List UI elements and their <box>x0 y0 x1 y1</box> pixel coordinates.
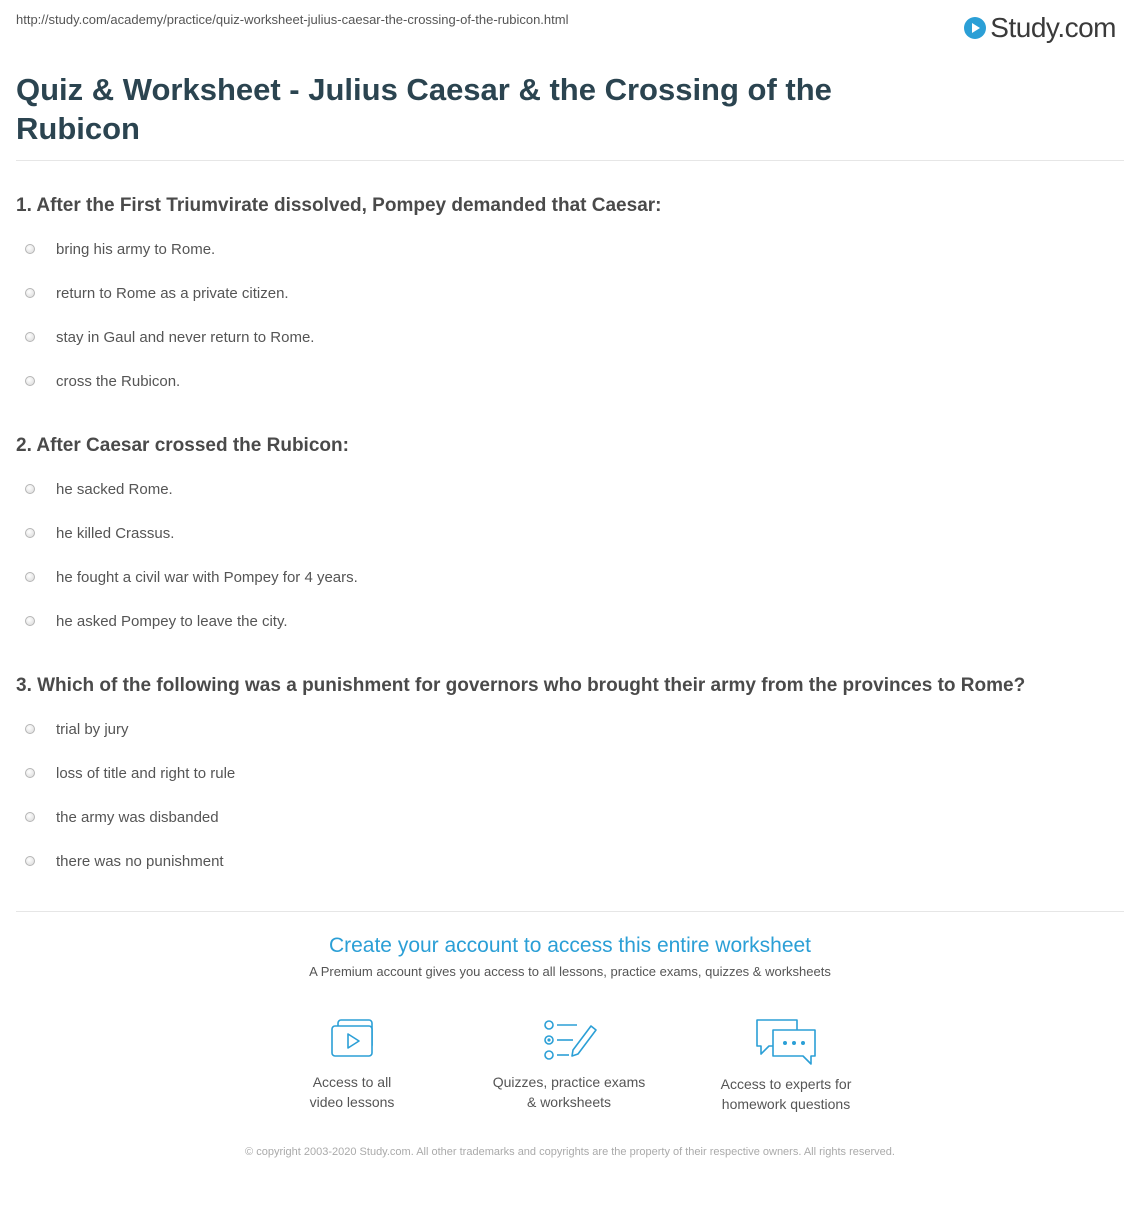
questions-divider <box>16 911 1124 912</box>
answer-option[interactable] <box>16 271 1126 315</box>
answer-option[interactable] <box>16 359 1126 403</box>
question-2 <box>16 433 1126 643</box>
answer-option[interactable] <box>16 599 1126 643</box>
radio-button[interactable] <box>25 376 35 386</box>
answer-text: return to Rome as a private citizen. <box>56 284 289 302</box>
radio-button[interactable] <box>25 572 35 582</box>
question-text: 3. Which of the following was a punishment for governors who brought their army from the provinces to Rome? <box>16 675 1026 696</box>
title-divider <box>16 160 1124 161</box>
study-logo[interactable] <box>964 12 1116 44</box>
answer-option[interactable] <box>16 511 1126 555</box>
answer-text: he asked Pompey to leave the city. <box>56 612 288 630</box>
answer-option[interactable] <box>16 315 1126 359</box>
top-bar <box>16 12 1124 42</box>
copyright-footer: © copyright 2003-2020 Study.com. All other trademarks and copyrights are the property of their respective owners. All rights reserved. <box>245 1146 895 1158</box>
radio-button[interactable] <box>25 484 35 494</box>
cta-link[interactable]: Create your account to access this entire worksheet <box>328 934 812 957</box>
answer-text: loss of title and right to rule <box>56 764 236 782</box>
feature-video-lessons <box>262 1016 442 1112</box>
answer-text: there was no punishment <box>56 852 224 870</box>
answer-text: stay in Gaul and never return to Rome. <box>56 328 315 346</box>
page-url: http://study.com/academy/practice/quiz-worksheet-julius-caesar-the-crossing-of-the-rubicon.html <box>16 12 569 27</box>
quiz-list-icon <box>539 1016 599 1064</box>
radio-button[interactable] <box>25 724 35 734</box>
answer-option[interactable] <box>16 839 1126 883</box>
radio-button[interactable] <box>25 768 35 778</box>
answer-text: he killed Crassus. <box>56 524 175 542</box>
feature-experts <box>696 1016 876 1114</box>
answer-option[interactable] <box>16 795 1126 839</box>
answer-text: he sacked Rome. <box>56 480 173 498</box>
page-title: Quiz & Worksheet - Julius Caesar & the Crossing of the Rubicon <box>16 72 832 146</box>
video-lessons-icon <box>324 1016 380 1064</box>
answer-text: he fought a civil war with Pompey for 4 years. <box>56 568 358 586</box>
answer-text: the army was disbanded <box>56 808 219 826</box>
play-circle-icon <box>964 17 986 39</box>
signup-cta <box>0 930 1140 979</box>
radio-button[interactable] <box>25 528 35 538</box>
logo-text: Study.com <box>990 12 1116 43</box>
answer-option[interactable] <box>16 707 1126 751</box>
radio-button[interactable] <box>25 856 35 866</box>
answer-option[interactable] <box>16 751 1126 795</box>
feature-label-line1: Access to experts for <box>720 1076 852 1092</box>
radio-button[interactable] <box>25 332 35 342</box>
answer-text: cross the Rubicon. <box>56 372 181 390</box>
feature-label-line1: Access to all <box>312 1074 392 1090</box>
answer-text: bring his army to Rome. <box>56 240 216 258</box>
radio-button[interactable] <box>25 288 35 298</box>
chat-bubbles-icon <box>753 1016 819 1066</box>
question-text: 2. After Caesar crossed the Rubicon: <box>16 435 349 456</box>
answer-option[interactable] <box>16 227 1126 271</box>
answer-option[interactable] <box>16 467 1126 511</box>
feature-label-line2: homework questions <box>721 1096 851 1112</box>
question-1 <box>16 193 1126 403</box>
radio-button[interactable] <box>25 616 35 626</box>
question-text: 1. After the First Triumvirate dissolved, Pompey demanded that Caesar: <box>16 195 662 216</box>
feature-quizzes <box>479 1016 659 1112</box>
answer-option[interactable] <box>16 555 1126 599</box>
feature-label-line2: video lessons <box>309 1094 395 1110</box>
feature-label-line1: Quizzes, practice exams <box>492 1074 646 1090</box>
radio-button[interactable] <box>25 812 35 822</box>
radio-button[interactable] <box>25 244 35 254</box>
cta-subtitle: A Premium account gives you access to all lessons, practice exams, quizzes & worksheets <box>309 964 831 979</box>
answer-text: trial by jury <box>56 720 129 738</box>
feature-label-line2: & worksheets <box>526 1094 612 1110</box>
question-3 <box>16 673 1126 883</box>
